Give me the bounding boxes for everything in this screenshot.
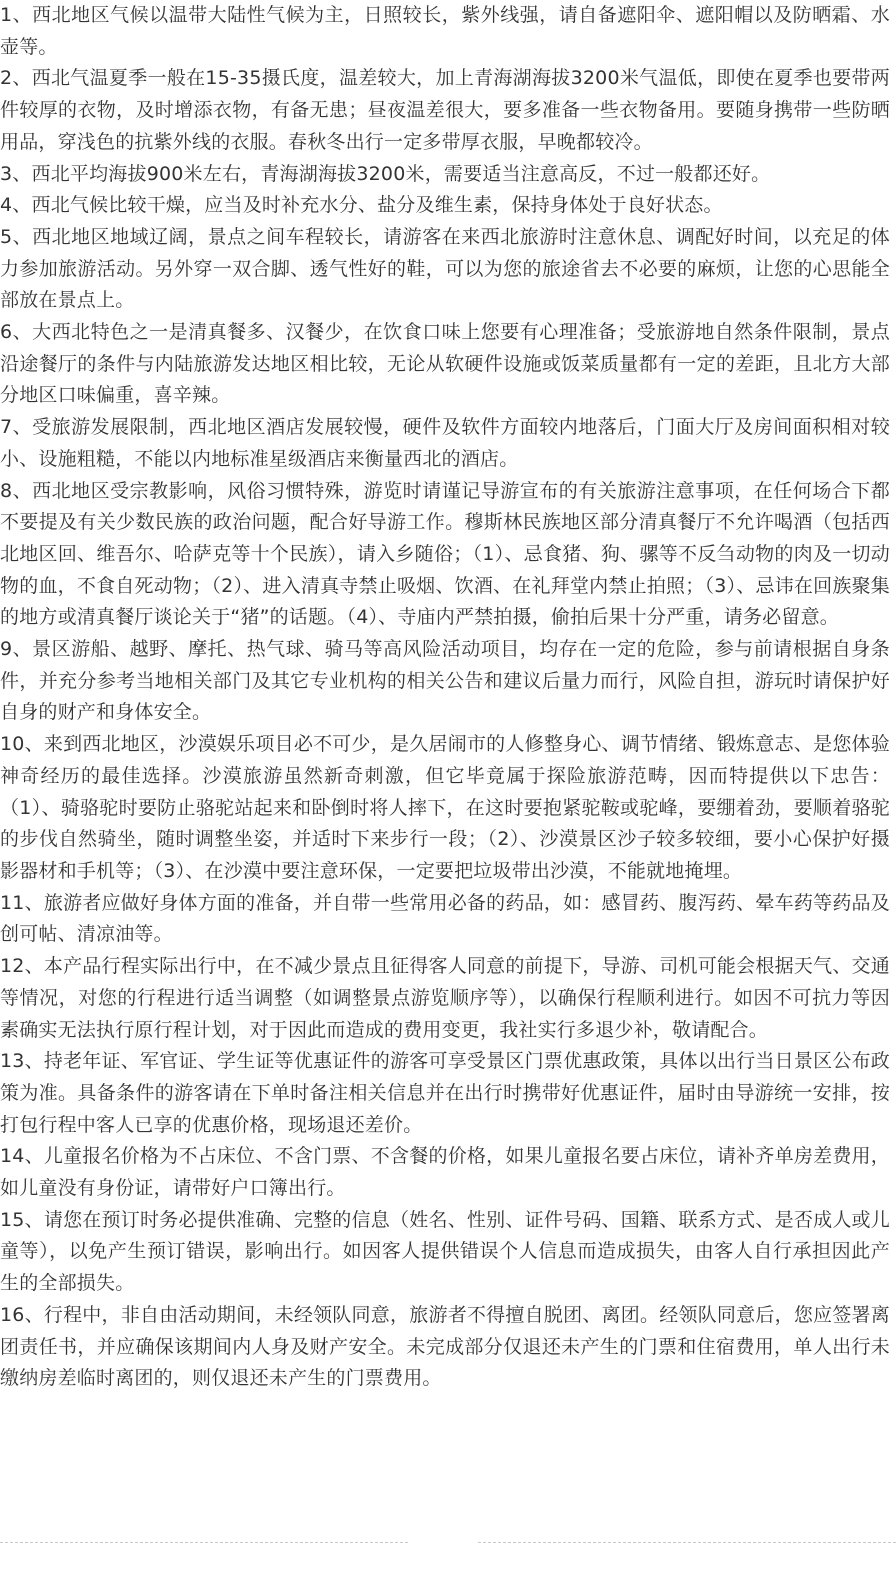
tip-paragraph-1: 1、西北地区气候以温带大陆性气候为主，日照较长，紫外线强，请自备遮阳伞、遮阳帽以及防晒霜、水壶等。: [0, 4, 890, 58]
tip-paragraph-12: 12、本产品行程实际出行中，在不减少景点且征得客人同意的前提下，导游、司机可能会根据天气、交通等情况，对您的行程进行适当调整（如调整景点游览顺序等），以确保行程顺利进行。如因不可抗力等因素确实无法执行原行程计划，对于因此而造成的费用变更，我社实行多退少补，敬请配合。: [0, 955, 890, 1041]
tip-paragraph-6: 6、大西北特色之一是清真餐多、汉餐少，在饮食口味上您要有心理准备；受旅游地自然条件限制，景点沿途餐厅的条件与内陆旅游发达地区相比较，无论从软硬件设施或饭菜质量都有一定的差距，且北方大部分地区口味偏重，喜辛辣。: [0, 321, 890, 407]
tip-paragraph-8: 8、西北地区受宗教影响，风俗习惯特殊，游览时请谨记导游宣布的有关旅游注意事项，在任何场合下都不要提及有关少数民族的政治问题，配合好导游工作。穆斯林民族地区部分清真餐厅不允许喝酒（包括西北地区回、维吾尔、哈萨克等十个民族），请入乡随俗；（1）、忌食猪、狗、骡等不反刍动物的肉及一切动物的血，不食自死动物；（2）、进入清真寺禁止吸烟、饮酒、在礼拜堂内禁止拍照；（3）、忌讳在回族聚集的地方或清真餐厅谈论关于“猪”的话题。（4）、寺庙内严禁拍摄，偷拍后果十分严重，请务必留意。: [0, 479, 890, 629]
tip-paragraph-13: 13、持老年证、军官证、学生证等优惠证件的游客可享受景区门票优惠政策，具体以出行当日景区公布政策为准。具备条件的游客请在下单时备注相关信息并在出行时携带好优惠证件，届时由导游统一安排，按打包行程中客人已享的优惠价格，现场退还差价。: [0, 1050, 890, 1136]
tip-paragraph-7: 7、受旅游发展限制，西北地区酒店发展较慢，硬件及软件方面较内地落后，门面大厅及房间面积相对较小、设施粗糙，不能以内地标准星级酒店来衡量西北的酒店。: [0, 416, 890, 470]
tip-paragraph-9: 9、景区游船、越野、摩托、热气球、骑马等高风险活动项目，均存在一定的危险，参与前请根据自身条件，并充分参考当地相关部门及其它专业机构的相关公告和建议后量力而行，风险自担，游玩时请保护好自身的财产和身体安全。: [0, 638, 890, 724]
tip-paragraph-16: 16、行程中，非自由活动期间，未经领队同意，旅游者不得擅自脱团、离团。经领队同意后，您应签署离团责任书，并应确保该期间内人身及财产安全。未完成部分仅退还未产生的门票和住宿费用，单人出行未缴纳房差临时离团的，则仅退还未产生的门票费用。: [0, 1303, 890, 1390]
footer-divider-right: [478, 1542, 896, 1543]
tip-paragraph-10: 10、来到西北地区，沙漠娱乐项目必不可少，是久居闹市的人修整身心、调节情绪、锻炼意志、是您体验神奇经历的最佳选择。沙漠旅游虽然新奇刺激，但它毕竟属于探险旅游范畴，因而特提供以下忠告：（1）、骑骆驼时要防止骆驼站起来和卧倒时将人摔下，在这时要抱紧驼鞍或驼峰，要绷着劲，要顺着骆驼的步伐自然骑坐，随时调整坐姿，并适时下来步行一段；（2）、沙漠景区沙子较多较细，要小心保护好摄影器材和手机等；（3）、在沙漠中要注意环保，一定要把垃圾带出沙漠，不能就地掩埋。: [0, 733, 890, 882]
tip-paragraph-3: 3、西北平均海拔900米左右，青海湖海拔3200米，需要适当注意高反，不过一般都还好。: [0, 162, 771, 185]
tip-paragraph-2: 2、西北气温夏季一般在15-35摄氏度，温差较大，加上青海湖海拔3200米气温低，即使在夏季也要带两件较厚的衣物，及时增添衣物，有备无患；昼夜温差很大，要多准备一些衣物备用。要随身携带一些防晒用品，穿浅色的抗紫外线的衣服。春秋冬出行一定多带厚衣服，早晚都较冷。: [0, 67, 890, 153]
footer-divider-left: [0, 1542, 408, 1543]
tip-paragraph-4: 4、西北气候比较干燥，应当及时补充水分、盐分及维生素，保持身体处于良好状态。: [0, 194, 723, 217]
tip-paragraph-15: 15、请您在预订时务必提供准确、完整的信息（姓名、性别、证件号码、国籍、联系方式、是否成人或儿童等），以免产生预订错误，影响出行。如因客人提供错误个人信息而造成损失，由客人自行承担因此产生的全部损失。: [0, 1208, 890, 1295]
tip-paragraph-5: 5、西北地区地域辽阔，景点之间车程较长，请游客在来西北旅游时注意休息、调配好时间，以充足的体力参加旅游活动。另外穿一双合脚、透气性好的鞋，可以为您的旅途省去不必要的麻烦，让您的心思能全部放在景点上。: [0, 225, 890, 312]
tip-paragraph-14: 14、儿童报名价格为不占床位、不含门票、不含餐的价格，如果儿童报名要占床位，请补齐单房差费用，如儿童没有身份证，请带好户口簿出行。: [0, 1145, 890, 1200]
tip-paragraph-11: 11、旅游者应做好身体方面的准备，并自带一些常用必备的药品，如：感冒药、腹泻药、晕车药等药品及创可帖、清凉油等。: [0, 891, 890, 946]
